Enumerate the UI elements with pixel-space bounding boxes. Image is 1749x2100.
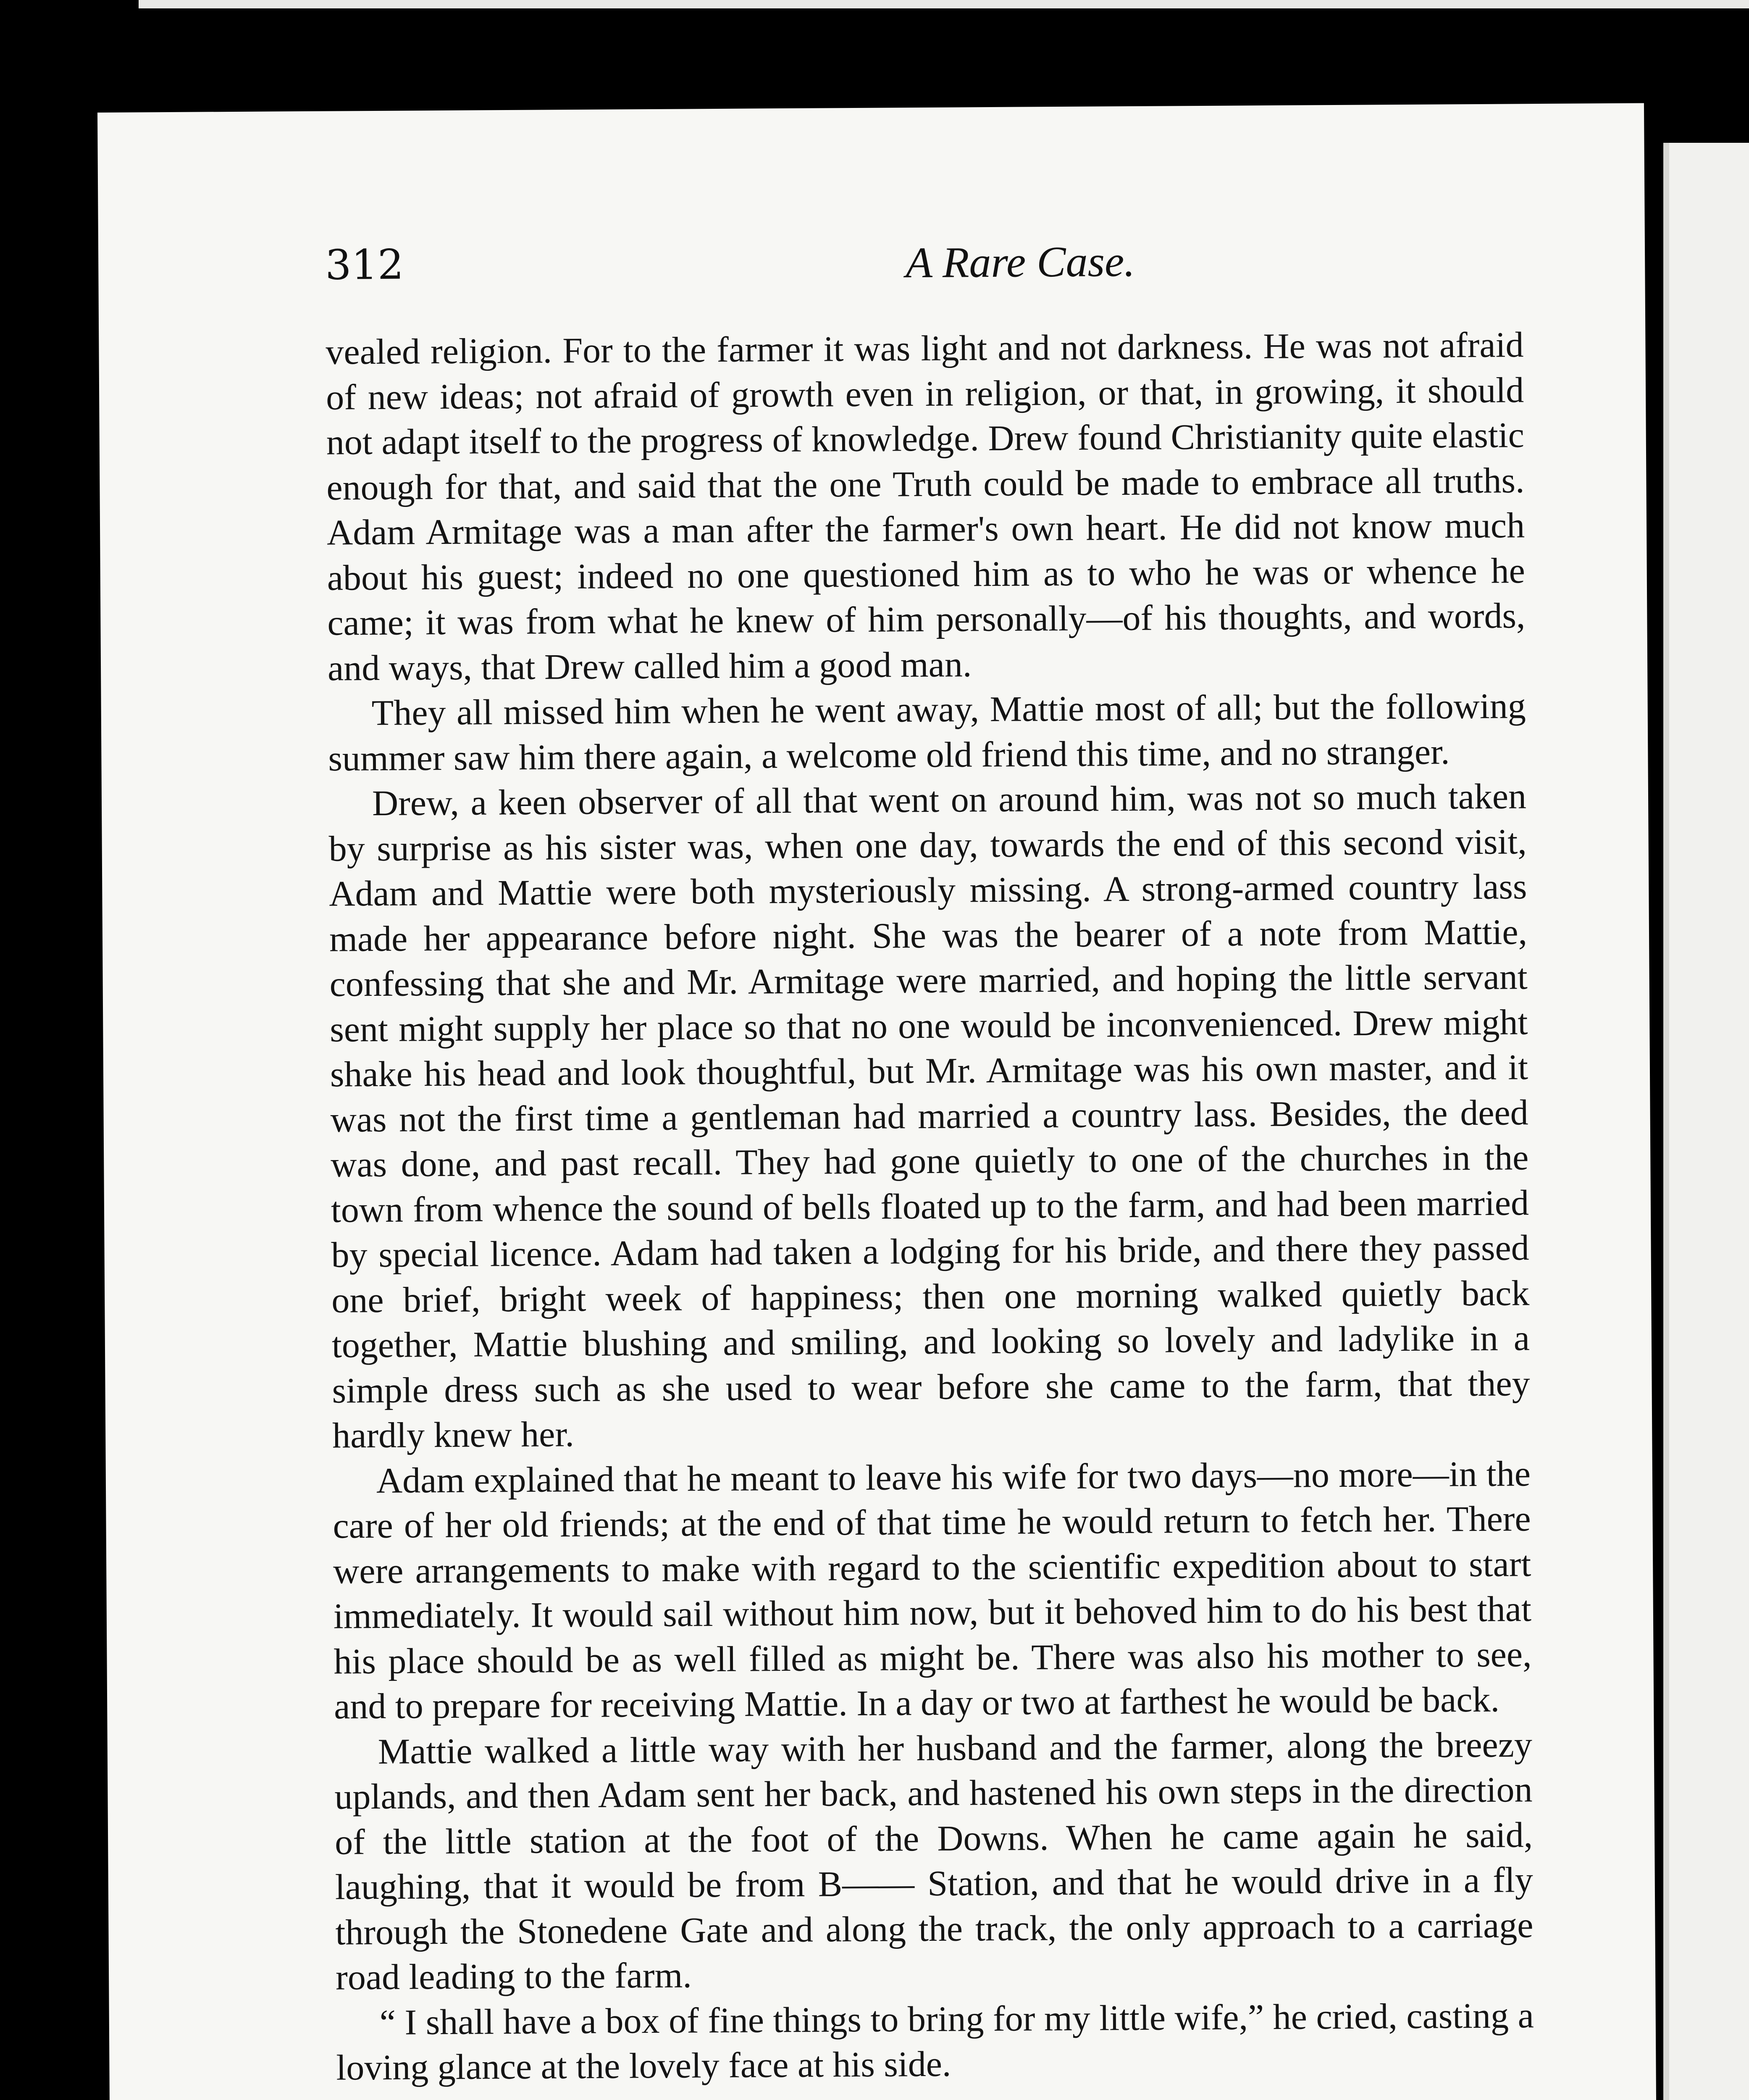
paragraph: Adam explained that he meant to leave his wife for two days—no more—in the care of her old friends; at the end of that time he would return to fetch her. There were arrangements to make with regard to the scientific expedition about to start immediately. It would sail without him now, but it behoved him to do his best that his place should be as well filled as might be. There was also his mother to see, and to prepare for receiving Mattie. In a day or two at farthest he would be back.: [333, 1453, 1532, 1727]
body-text: [326, 322, 1534, 2090]
page-number: 312: [325, 241, 404, 289]
paragraph: Mattie walked a little way with her husband and the farmer, along the breezy uplands, and then Adam sent her back, and hastened his own steps in the direction of the little station at the foot of the Downs. When he came again he said, laughing, that it would be from B—— Station, and that he would drive in a fly through the Stonedene Gate and along the track, the only approach to a carriage road leading to the farm.: [334, 1724, 1534, 1998]
paragraph: Drew, a keen observer of all that went on around him, was not so much taken by surprise as his sister was, when one day, towards the end of this second visit, Adam and Mattie were both mysteriously missing. A strong-armed country lass made her appearance before night. She was the bearer of a note from Mattie, confessing that she and Mr. Armitage were married, and hoping the little servant sent might supply her place so that no one would be inconvenienced. Drew might shake his head and look thoughtful, but Mr. Armitage was his own master, and it was not the first time a gentleman had married a country lass. Besides, the deed was done, and past recall. They had gone quietly to one of the churches in the town from whence the sound of bells floated up to the farm, and had been married by special licence. Adam had taken a lodging for his bride, and there they passed one brief, bright week of happiness; then one morning walked quietly back together, Mattie blushing and smiling, and looking so lovely and ladylike in a simple dress such as she used to wear before she came to the farm, that they hardly knew her.: [328, 776, 1530, 1456]
top-edge-strip: [139, 0, 1749, 8]
book-page: [97, 103, 1660, 2100]
running-title: A Rare Case.: [905, 237, 1135, 287]
adjacent-page-edge: [1663, 143, 1749, 2100]
paragraph: vealed religion. For to the farmer it was light and not darkness. He was not afraid of new ideas; not afraid of growth even in religion, or that, in growing, it should not adapt itself to the progress of knowledge. Drew found Christianity quite elastic enough for that, and said that the one Truth could be made to embrace all truths. Adam Armitage was a man after the farmer's own heart. He did not know much about his guest; indeed no one questioned him as to who he was or whence he came; it was from what he knew of him personally—of his thoughts, and words, and ways, that Drew called him a good man.: [326, 324, 1526, 688]
paragraph: “ I shall have a box of fine things to bring for my little wife,” he cried, casting a loving glance at the lovely face at his side.: [336, 1995, 1534, 2088]
page-header: [325, 234, 1632, 300]
paragraph: They all missed him when he went away, Mattie most of all; but the following summer saw him there again, a welcome old friend this time, and no stranger.: [328, 685, 1526, 779]
